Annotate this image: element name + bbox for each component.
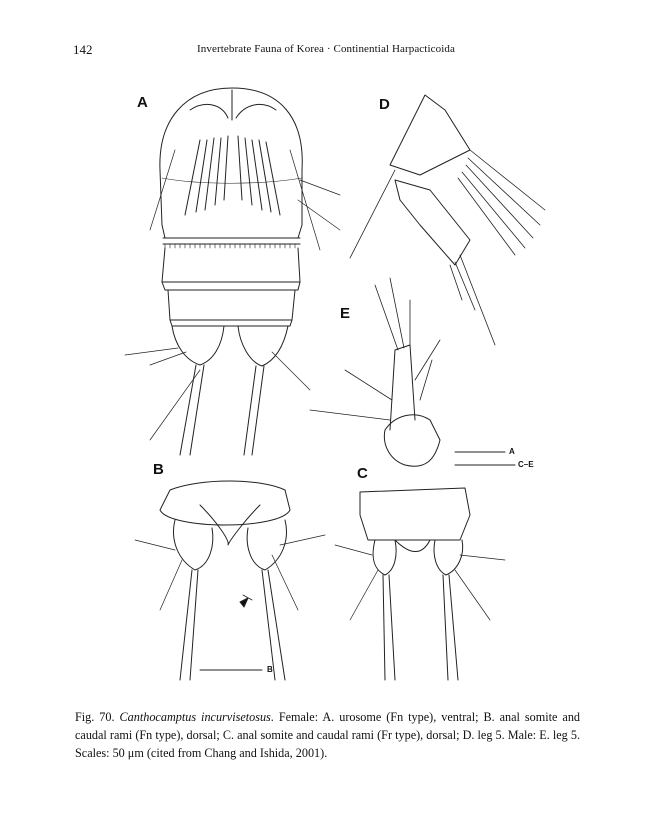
scale-label-ce: C–E (518, 460, 534, 469)
panel-label-b: B (153, 461, 164, 478)
caption-text: . Female: A. urosome (Fn type), ventral; B. anal somite and caudal rami (Fn type), dorsal; C. anal somite and caudal rami (Fr type), dorsal; D. leg 5. Male: E. leg 5. Scales: 50 μm (cited from Chang and Ishida, 2001). (75, 710, 581, 760)
figure-caption (75, 708, 580, 762)
anal-somite-drawing-b (135, 481, 325, 680)
anal-somite-drawing-c (335, 488, 505, 680)
leg5-drawing-e (310, 278, 440, 466)
leg5-drawing-d (350, 95, 545, 345)
scale-label-a: A (509, 447, 515, 456)
caption-species: Canthocamptus incurvisetosus (119, 710, 271, 724)
scale-bars (200, 452, 515, 670)
running-head: Invertebrate Fauna of Korea · Continential Harpacticoida (197, 43, 455, 55)
arrowhead-marker (240, 598, 248, 607)
scale-label-b: B (267, 665, 273, 674)
panel-label-a: A (137, 94, 148, 111)
panel-label-e: E (340, 305, 351, 322)
page-number: 142 (73, 42, 93, 57)
panel-label-d: D (379, 96, 390, 113)
panel-label-c: C (357, 465, 368, 482)
urosome-drawing-a (125, 88, 340, 455)
caption-label: Fig. 70. (75, 710, 115, 724)
